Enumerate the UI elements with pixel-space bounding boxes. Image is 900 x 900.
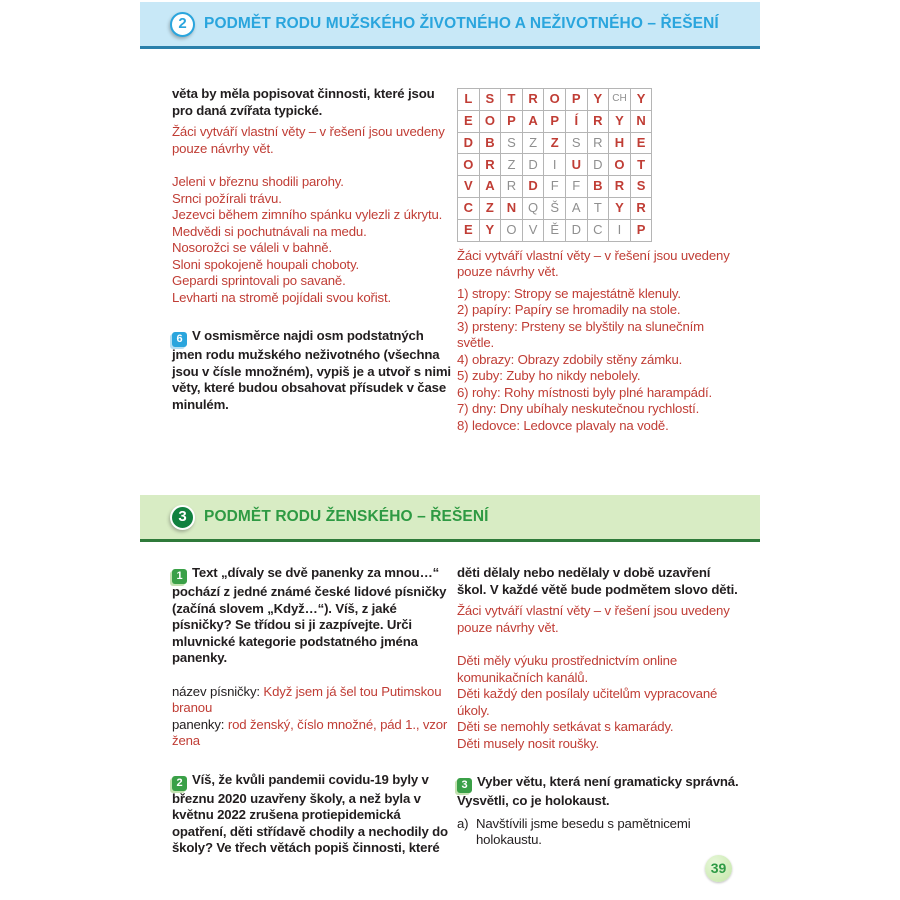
word-search-cell: O	[609, 154, 631, 176]
word-search-cell: O	[501, 220, 523, 242]
example-sentences-list	[457, 653, 741, 752]
task-6-text: V osmisměrce najdi osm podstatných jmen rodu mužského neživotného (všechna jsou v čísle množném), vypiš je a utvoř s nimi věty, které budou obsahovat přísudek v čase minulém.	[172, 328, 451, 412]
word-search-cell: R	[523, 89, 545, 111]
section-masculine-title: PODMĚT RODU MUŽSKÉHO ŽIVOTNÉHO A NEŽIVOTNÉHO – ŘEŠENÍ	[204, 14, 719, 32]
word-search-cell: P	[566, 89, 588, 111]
task-3-text: Vyber větu, která není gramaticky správná. Vysvětli, co je holokaust.	[457, 774, 739, 808]
task-1-answers	[172, 684, 456, 750]
word-search-cell: T	[501, 89, 523, 111]
example-sentence: Sloni spokojeně houpali choboty.	[172, 256, 360, 272]
word-search-cell: CH	[609, 89, 631, 111]
task-1	[172, 565, 456, 667]
word-search-cell: Z	[523, 133, 545, 155]
word-search-cell: Š	[544, 198, 566, 220]
example-sentence: Jezevci během zimního spánku vylezli z úkrytu.	[172, 207, 443, 222]
word-search-row	[458, 89, 652, 111]
word-search-cell: N	[501, 198, 523, 220]
task-2-continuation-text: děti dělaly nebo nedělaly v době uzavření škol. V každé větě bude podmětem slovo děti.	[457, 565, 738, 597]
option-a	[457, 816, 741, 849]
task-3	[457, 774, 741, 810]
word-search-cell: F	[566, 176, 588, 198]
word-search-row	[458, 154, 652, 176]
solution-sentence: 7) dny: Dny ubíhaly neskutečnou rychlostí.	[457, 401, 700, 417]
word-answer-label: panenky:	[172, 716, 225, 732]
section-masculine-header	[140, 2, 760, 49]
example-sentence: Děti měly výuku prostřednictvím online komunikačních kanálů.	[457, 653, 678, 685]
example-sentence: Medvědi si pochutnávali na medu.	[172, 223, 367, 239]
section-masculine-left-column	[172, 86, 456, 418]
page-number-badge: 39	[705, 855, 732, 882]
word-search-cell: E	[458, 220, 480, 242]
word-search-row	[458, 111, 652, 133]
word-search-cell: S	[631, 176, 653, 198]
word-search-cell: O	[458, 154, 480, 176]
word-search-cell: V	[523, 220, 545, 242]
word-search-cell: H	[609, 133, 631, 155]
word-search-cell: Í	[566, 111, 588, 133]
word-search-cell: U	[566, 154, 588, 176]
word-search-cell: C	[588, 220, 610, 242]
option-a-text: Navštívili jsme besedu s pamětnicemi holokaustu.	[476, 815, 691, 847]
teacher-note: Žáci vytváří vlastní věty – v řešení jsou uvedeny pouze návrhy vět.	[457, 247, 730, 280]
task-6	[172, 328, 456, 413]
word-search-cell: B	[480, 133, 502, 155]
word-search-cell: R	[480, 154, 502, 176]
solution-sentence: 8) ledovce: Ledovce plavaly na vodě.	[457, 417, 669, 433]
solution-sentence: 6) rohy: Rohy místnosti byly plné harampádí.	[457, 384, 713, 400]
word-search-cell: Ě	[544, 220, 566, 242]
task-6-number-badge: 6	[172, 332, 187, 347]
word-search-cell: N	[631, 111, 653, 133]
word-search-cell: S	[501, 133, 523, 155]
example-sentence: Děti musely nosit roušky.	[457, 735, 599, 751]
word-search-grid	[457, 88, 652, 242]
word-search-row	[458, 220, 652, 242]
word-search-cell: D	[523, 176, 545, 198]
example-sentence: Děti se nemohly setkávat s kamarády.	[457, 719, 674, 734]
task-2-number-badge: 2	[172, 776, 187, 791]
example-sentence: Levharti na stromě pojídali svou kořist.	[172, 289, 392, 305]
word-search-cell: S	[480, 89, 502, 111]
solution-sentence: 3) prsteny: Prsteny se blyštily na slunečním světle.	[457, 318, 704, 351]
word-search-cell: A	[480, 176, 502, 198]
word-search-cell: Z	[480, 198, 502, 220]
word-search-cell: R	[588, 133, 610, 155]
word-search-cell: I	[609, 220, 631, 242]
section-masculine-right-column	[457, 88, 739, 434]
word-search-cell: Y	[588, 89, 610, 111]
section-number-badge: 3	[170, 505, 195, 530]
word-search-cell: E	[631, 133, 653, 155]
word-search-cell: B	[588, 176, 610, 198]
section-feminine-left-column	[172, 565, 456, 862]
example-sentence: Děti každý den posílaly učitelům vypracované úkoly.	[457, 686, 718, 718]
section-feminine-header	[140, 495, 760, 542]
teacher-note: Žáci vytváří vlastní věty – v řešení jsou uvedeny pouze návrhy vět.	[457, 603, 730, 635]
option-a-label: a)	[457, 815, 469, 831]
example-sentences-list	[172, 174, 456, 306]
example-sentence: Nosorožci se váleli v bahně.	[172, 240, 332, 255]
word-search-cell: O	[544, 89, 566, 111]
example-sentence: Jeleni v březnu shodili parohy.	[172, 174, 344, 189]
word-search-cell: D	[523, 154, 545, 176]
solution-sentence: 1) stropy: Stropy se majestátně klenuly.	[457, 285, 681, 301]
section-feminine-right-column	[457, 565, 741, 849]
solution-sentence: 4) obrazy: Obrazy zdobily stěny zámku.	[457, 351, 683, 367]
word-search-cell: E	[458, 111, 480, 133]
word-search-cell: Y	[609, 111, 631, 133]
example-sentence: Srnci požírali trávu.	[172, 190, 282, 206]
word-search-cell: T	[588, 198, 610, 220]
word-search-cell: L	[458, 89, 480, 111]
solution-sentence: 2) papíry: Papíry se hromadily na stole.	[457, 302, 681, 318]
word-search-cell: Q	[523, 198, 545, 220]
word-search-cell: Y	[480, 220, 502, 242]
word-search-cell: D	[458, 133, 480, 155]
teacher-note: Žáci vytváří vlastní věty – v řešení jsou uvedeny pouze návrhy vět.	[172, 124, 445, 156]
word-search-row	[458, 176, 652, 198]
word-search-cell: R	[631, 198, 653, 220]
task-1-number-badge: 1	[172, 569, 187, 584]
task-1-text: Text „dívaly se dvě panenky za mnou…“ pochází z jedné známé české lidové písničky (začíná slovem „Když…“). Víš, z jaké písničky? Se třídou si ji zazpívejte. Urči mluvnické kategorie podstatného jména panenky.	[172, 565, 447, 665]
word-search-cell: F	[544, 176, 566, 198]
word-search-cell: Y	[609, 198, 631, 220]
word-search-cell: A	[566, 198, 588, 220]
song-answer-line	[172, 684, 456, 717]
word-search-cell: P	[544, 111, 566, 133]
word-search-cell: Y	[631, 89, 653, 111]
word-search-cell: P	[501, 111, 523, 133]
word-search-cell: O	[480, 111, 502, 133]
solutions-list	[457, 286, 739, 435]
word-search-row	[458, 133, 652, 155]
word-search-cell: C	[458, 198, 480, 220]
word-search-cell: Z	[544, 133, 566, 155]
intro-continuation-text: věta by měla popisovat činnosti, které jsou pro daná zvířata typické.	[172, 86, 435, 118]
word-answer-line	[172, 717, 456, 750]
section-number-badge: 2	[170, 12, 195, 37]
example-sentence: Gepardi sprintovali po savaně.	[172, 273, 346, 288]
word-search-row	[458, 198, 652, 220]
song-answer-value: Když jsem já šel tou Putimskou branou	[172, 683, 442, 715]
solution-sentence: 5) zuby: Zuby ho nikdy nebolely.	[457, 368, 641, 384]
song-answer-label: název písničky:	[172, 683, 260, 699]
word-search-cell: V	[458, 176, 480, 198]
word-search-cell: R	[588, 111, 610, 133]
word-search-cell: I	[544, 154, 566, 176]
task-2-text: Víš, že kvůli pandemii covidu-19 byly v březnu 2020 uzavřeny školy, a než byla v květnu 2022 zrušena protiepidemická opatření, děti střídavě chodily a nechodily do školy? Ve třech větách popiš činnosti, které	[172, 771, 448, 855]
section-feminine-title: PODMĚT RODU ŽENSKÉHO – ŘEŠENÍ	[204, 507, 489, 525]
word-answer-value: rod ženský, číslo množné, pád 1., vzor žena	[172, 716, 448, 748]
word-search-cell: T	[631, 154, 653, 176]
word-search-cell: A	[523, 111, 545, 133]
word-search-cell: S	[566, 133, 588, 155]
task-3-number-badge: 3	[457, 778, 472, 793]
word-search-cell: D	[566, 220, 588, 242]
word-search-cell: R	[609, 176, 631, 198]
word-search-cell: P	[631, 220, 653, 242]
word-search-cell: Z	[501, 154, 523, 176]
word-search-cell: R	[501, 176, 523, 198]
word-search-cell: D	[588, 154, 610, 176]
task-2	[172, 772, 456, 857]
